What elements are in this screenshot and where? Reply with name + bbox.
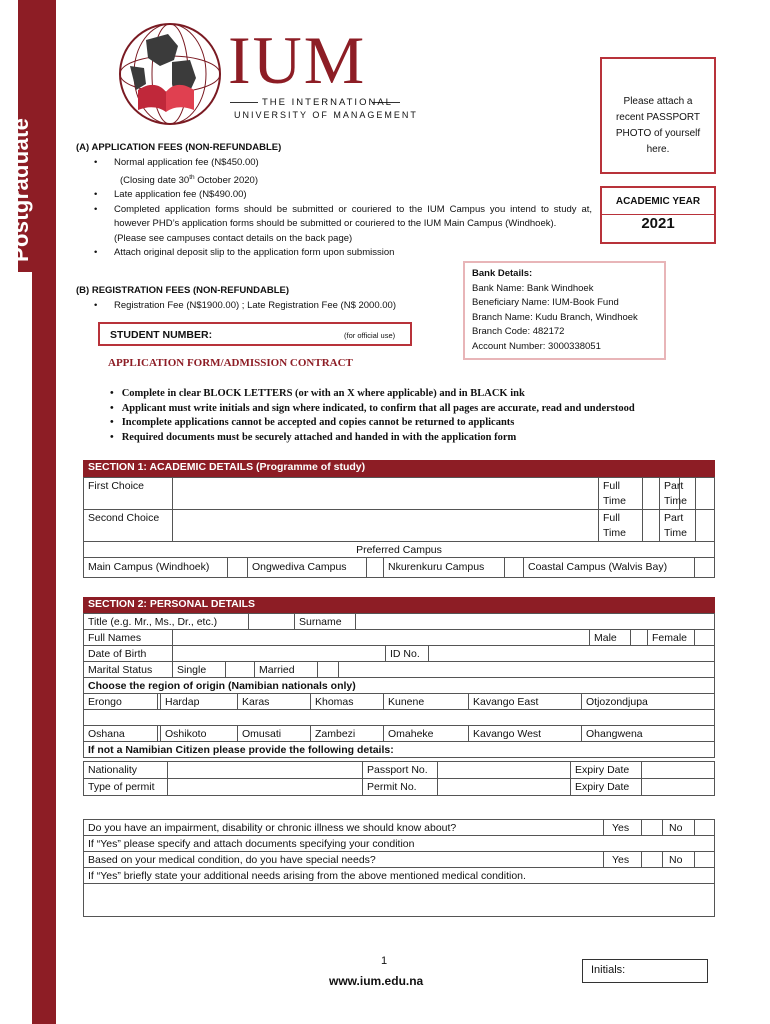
- region-hardap: Hardap: [160, 693, 238, 710]
- special-needs-question: Based on your medical condition, do you have special needs?: [83, 851, 604, 868]
- passport-no-input[interactable]: [437, 761, 571, 779]
- expiry-date-label: Expiry Date: [570, 761, 642, 779]
- initials-field[interactable]: Initials:: [582, 959, 708, 983]
- male-label: Male: [589, 629, 631, 646]
- region-karas: Karas: [237, 693, 311, 710]
- bank-detail-line: Branch Name: Kudu Branch, Windhoek: [472, 311, 638, 323]
- special-needs-no-checkbox[interactable]: [694, 851, 715, 868]
- second-choice-full-time-checkbox[interactable]: [642, 509, 660, 542]
- disability-yes-label: Yes: [603, 819, 642, 836]
- female-label: Female: [647, 629, 695, 646]
- full-time-text: Time: [603, 495, 626, 507]
- list-item: [92, 246, 592, 261]
- region-oshana: Oshana: [83, 725, 158, 742]
- first-choice-full-time-checkbox[interactable]: [642, 477, 660, 510]
- permit-type-input[interactable]: [167, 778, 363, 796]
- first-choice-label: First Choice: [83, 477, 173, 510]
- passport-text-line: here.: [646, 144, 670, 155]
- section2-title: SECTION 2: PERSONAL DETAILS: [83, 597, 715, 613]
- passport-text-line: recent PASSPORT: [615, 112, 701, 123]
- part-time-text: Part: [664, 480, 684, 492]
- full-time-text: Full: [603, 480, 620, 492]
- list-item: • Incomplete applications cannot be accepted and copies cannot be returned to applicants: [110, 416, 635, 431]
- campus-nkurenkuru-label: Nkurenkuru Campus: [383, 557, 505, 578]
- region-omusati: Omusati: [237, 725, 311, 742]
- full-names-input[interactable]: [172, 629, 590, 646]
- passport-text-line: PHOTO of yourself: [615, 128, 701, 139]
- passport-no-label: Passport No.: [362, 761, 438, 779]
- registration-fees-heading: (B) REGISTRATION FEES (NON-REFUNDABLE): [76, 285, 290, 296]
- disability-no-checkbox[interactable]: [694, 819, 715, 836]
- bank-detail-line: Account Number: 3000338051: [472, 340, 601, 352]
- application-fees-heading: (A) APPLICATION FEES (NON-REFUNDABLE): [76, 142, 282, 153]
- list-item: [92, 203, 592, 232]
- permit-type-label: Type of permit: [83, 778, 168, 796]
- campus-coastal-checkbox[interactable]: [694, 557, 715, 578]
- first-choice-part-time-label: [659, 477, 696, 510]
- first-choice-part-time-checkbox[interactable]: [695, 477, 715, 510]
- form-title: APPLICATION FORM/ADMISSION CONTRACT: [108, 357, 353, 369]
- permit-no-input[interactable]: [437, 778, 571, 796]
- region-kunene: Kunene: [383, 693, 469, 710]
- academic-year-box: [600, 186, 716, 244]
- bank-detail-line: Branch Code: 482172: [472, 326, 565, 337]
- bank-details-box: [463, 261, 666, 360]
- section1-academic-details: [83, 460, 715, 580]
- special-needs-no-label: No: [662, 851, 695, 868]
- title-label: Title (e.g. Mr., Ms., Dr., etc.): [83, 613, 249, 630]
- region-heading: Choose the region of origin (Namibian nationals only): [83, 677, 715, 694]
- registration-fees-list: [92, 299, 472, 314]
- fee-text: Completed application forms should be submitted or couriered to the IUM Campus you intend to study at, however PHD’s application forms should be submitted or couriered to the IUM Main Campus (Windhoek).: [114, 203, 592, 230]
- region-erongo: Erongo: [83, 693, 158, 710]
- single-label: Single: [172, 661, 226, 678]
- special-needs-textarea[interactable]: [83, 883, 715, 917]
- fee-text: (Please see campuses contact details on the back page): [114, 232, 353, 244]
- page-number: 1: [381, 955, 388, 967]
- title-input[interactable]: [248, 613, 295, 630]
- institution-line1: THE INTERNATIONAL: [262, 97, 393, 108]
- globe-logo-icon: [116, 20, 224, 128]
- special-needs-note: If “Yes” briefly state your additional needs arising from the above mentioned medical condition.: [83, 867, 715, 884]
- section2-personal-details: [83, 597, 715, 799]
- permit-no-label: Permit No.: [362, 778, 438, 796]
- married-checkbox[interactable]: [317, 661, 339, 678]
- passport-expiry-input[interactable]: [641, 761, 715, 779]
- sidebar-stripe: [32, 0, 56, 1024]
- female-checkbox[interactable]: [694, 629, 715, 646]
- campus-nkurenkuru-checkbox[interactable]: [504, 557, 524, 578]
- list-item: • Complete in clear BLOCK LETTERS (or with an X where applicable) and in BLACK ink: [110, 387, 635, 402]
- id-no-label: ID No.: [385, 645, 429, 662]
- list-item: • Required documents must be securely attached and handed in with the application form: [110, 431, 635, 446]
- fee-text: October 2020): [194, 174, 258, 186]
- fee-text: th: [189, 173, 195, 181]
- list-item: [92, 156, 592, 171]
- permit-expiry-input[interactable]: [641, 778, 715, 796]
- divider: [230, 102, 258, 103]
- official-use-note: (for official use): [344, 331, 396, 340]
- campus-coastal-label: Coastal Campus (Walvis Bay): [523, 557, 695, 578]
- section1-title: SECTION 1: ACADEMIC DETAILS (Programme of study): [83, 460, 715, 477]
- dob-input[interactable]: [172, 645, 386, 662]
- disability-note: If “Yes” please specify and attach documents specifying your condition: [83, 835, 715, 852]
- id-no-input[interactable]: [428, 645, 715, 662]
- male-checkbox[interactable]: [630, 629, 648, 646]
- list-item: [92, 299, 472, 314]
- bank-detail-line: Bank Name: Bank Windhoek: [472, 282, 594, 294]
- surname-label: Surname: [294, 613, 356, 630]
- list-item: [92, 188, 592, 203]
- region-otjozondjupa: Otjozondjupa: [581, 693, 715, 710]
- region-zambezi: Zambezi: [310, 725, 384, 742]
- married-label: Married: [254, 661, 318, 678]
- academic-year-value: 2021: [641, 215, 675, 232]
- campus-ongwediva-checkbox[interactable]: [366, 557, 384, 578]
- divider: [602, 214, 714, 215]
- special-needs-yes-label: Yes: [603, 851, 642, 868]
- institution-line2: UNIVERSITY OF MANAGEMENT: [234, 110, 418, 120]
- second-choice-full-time-label: [598, 509, 643, 542]
- marital-empty-cell: [338, 661, 715, 678]
- second-choice-part-time-checkbox[interactable]: [695, 509, 715, 542]
- fee-text: Registration Fee (N$1900.00) ; Late Registration Fee (N$ 2000.00): [114, 300, 396, 311]
- student-number-field[interactable]: [98, 322, 412, 346]
- dob-label: Date of Birth: [83, 645, 173, 662]
- application-fees-list: [92, 156, 592, 261]
- bank-details-title: Bank Details:: [472, 268, 533, 279]
- region-spacer-row: [83, 709, 715, 726]
- region-kavango-east: Kavango East: [468, 693, 582, 710]
- passport-text-line: Please attach a: [623, 96, 693, 107]
- non-citizen-heading: If not a Namibian Citizen please provide the following details:: [83, 741, 715, 758]
- part-time-text: Time: [664, 527, 687, 539]
- region-omaheke: Omaheke: [383, 725, 469, 742]
- nationality-input[interactable]: [167, 761, 363, 779]
- full-time-text: Time: [603, 527, 626, 539]
- full-names-label: Full Names: [83, 629, 173, 646]
- instructions-list: [110, 387, 635, 445]
- region-khomas: Khomas: [310, 693, 384, 710]
- special-needs-yes-checkbox[interactable]: [641, 851, 663, 868]
- list-item: [92, 232, 592, 247]
- fee-text: (Closing date 30: [120, 174, 190, 186]
- second-choice-part-time-label: [659, 509, 696, 542]
- preferred-campus-heading: Preferred Campus: [83, 541, 715, 558]
- nationality-label: Nationality: [83, 761, 168, 779]
- campus-main-checkbox[interactable]: [227, 557, 248, 578]
- second-choice-input[interactable]: [172, 509, 599, 542]
- academic-year-label: ACADEMIC YEAR: [615, 196, 701, 207]
- list-item: • Applicant must write initials and sign where indicated, to confirm that all pages are accurate, read and understood: [110, 402, 635, 417]
- region-kavango-west: Kavango West: [468, 725, 582, 742]
- fee-text: Late application fee (N$490.00): [114, 189, 247, 201]
- campus-ongwediva-label: Ongwediva Campus: [247, 557, 367, 578]
- region-ohangwena: Ohangwena: [581, 725, 715, 742]
- sidebar-label: Postgraduate: [8, 117, 33, 262]
- disability-yes-checkbox[interactable]: [641, 819, 663, 836]
- full-time-text: Full: [603, 512, 620, 524]
- list-item: [92, 171, 592, 189]
- campus-main-label: Main Campus (Windhoek): [83, 557, 228, 578]
- student-number-label: STUDENT NUMBER:: [110, 329, 213, 341]
- part-time-text: Time: [664, 495, 687, 507]
- expiry-date-label: Expiry Date: [570, 778, 642, 796]
- fee-text: Normal application fee (N$450.00): [114, 157, 259, 168]
- disability-question: Do you have an impairment, disability or chronic illness we should know about?: [83, 819, 604, 836]
- single-checkbox[interactable]: [225, 661, 255, 678]
- brand-logo-text: IUM: [228, 22, 367, 98]
- website-url[interactable]: www.ium.edu.na: [329, 974, 424, 988]
- passport-photo-box[interactable]: [600, 57, 716, 174]
- second-choice-label: Second Choice: [83, 509, 173, 542]
- surname-input[interactable]: [355, 613, 715, 630]
- disability-no-label: No: [662, 819, 695, 836]
- disability-section: [83, 819, 715, 919]
- region-oshikoto: Oshikoto: [160, 725, 238, 742]
- fee-text: Attach original deposit slip to the application form upon submission: [114, 247, 395, 259]
- first-choice-full-time-label: [598, 477, 643, 510]
- marital-status-label: Marital Status: [83, 661, 173, 678]
- part-time-text: Part: [664, 512, 684, 524]
- bank-detail-line: Beneficiary Name: IUM-Book Fund: [472, 297, 619, 308]
